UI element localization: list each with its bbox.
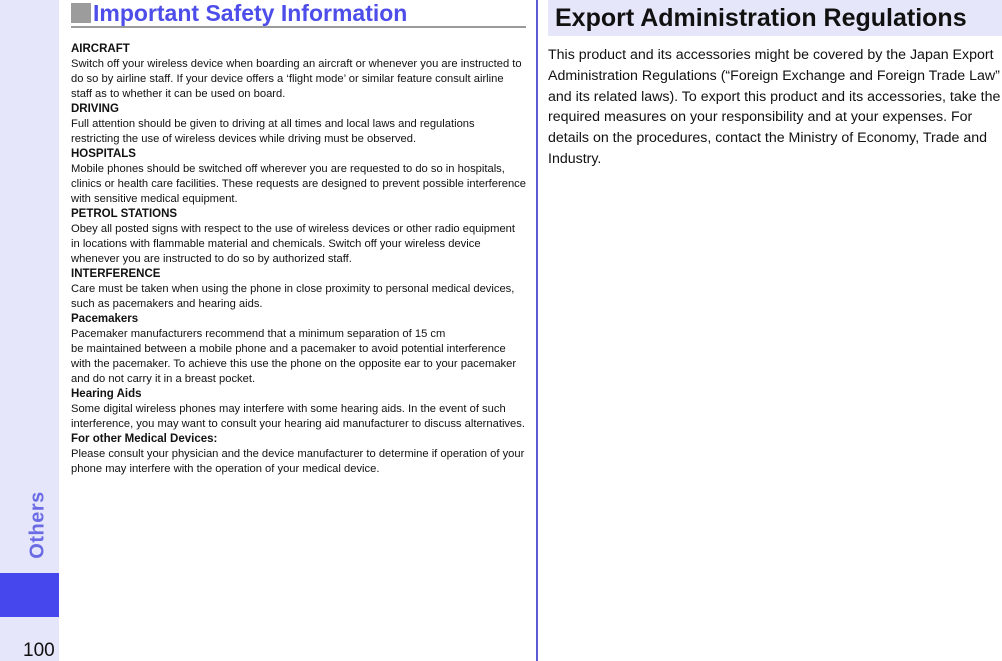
page-number: 100: [23, 640, 55, 661]
export-body: This product and its accessories might be covered by the Japan Export Administration Regulations (“Foreign Exchange and Foreign Trade Law” and its related laws). To export this product and its accessories, take the required measures on your responsibility and at your expenses. For details on the procedures, contact the Ministry of Economy, Trade and Industry.: [548, 47, 1001, 167]
safety-item-petrol-stations: [71, 207, 526, 267]
item-heading: Hearing Aids: [71, 388, 142, 400]
safety-section: [71, 0, 526, 477]
safety-heading: [71, 0, 526, 28]
safety-item-hospitals: [71, 147, 526, 207]
item-heading: AIRCRAFT: [71, 43, 130, 55]
item-text: Pacemaker manufacturers recommend that a minimum separation of 15 cm be maintained between a mobile phone and a pacemaker to avoid potential interference with the pacemaker. To achieve this use the phone on the opposite ear to your pacemaker and do not carry it in a breast pocket.: [71, 328, 517, 385]
item-text: Full attention should be given to driving at all times and local laws and regulations restricting the use of wireless devices while driving must be observed.: [71, 118, 475, 145]
export-section: [548, 0, 1002, 184]
safety-title: Important Safety Information: [93, 0, 408, 26]
safety-item-other-medical-devices: [71, 432, 526, 477]
export-title: Export Administration Regulations: [555, 3, 967, 32]
item-heading: HOSPITALS: [71, 148, 136, 160]
item-text: Mobile phones should be switched off wherever you are requested to do so in hospitals, clinics or health care facilities. These requests are designed to prevent possible interference with sensitive medical equipment.: [71, 163, 526, 205]
square-bullet-icon: [71, 3, 91, 23]
item-text: Switch off your wireless device when boarding an aircraft or whenever you are instructed to do so by airline staff. If your device offers a ‘flight mode’ or similar feature consult airline staff as to whether it can be used on board.: [71, 58, 522, 100]
item-heading: DRIVING: [71, 103, 119, 115]
section-label: Others: [26, 491, 49, 559]
safety-item-hearing-aids: [71, 387, 526, 432]
safety-body: [71, 42, 526, 477]
export-heading: [548, 0, 1002, 36]
safety-item-interference: [71, 267, 526, 312]
sidebar-strip: [0, 0, 59, 661]
item-heading: Pacemakers: [71, 313, 139, 325]
section-tab-marker: [0, 573, 59, 617]
item-text: Care must be taken when using the phone in close proximity to personal medical devices, such as pacemakers and hearing aids.: [71, 283, 515, 310]
safety-item-pacemakers: [71, 312, 526, 387]
safety-item-driving: [71, 102, 526, 147]
item-heading: INTERFERENCE: [71, 268, 161, 280]
item-heading: PETROL STATIONS: [71, 208, 178, 220]
item-text: Obey all posted signs with respect to the use of wireless devices or other radio equipment in locations with flammable material and chemicals. Switch off your wireless device whenever you are instructed to do so by authorized staff.: [71, 223, 516, 265]
safety-item-aircraft: [71, 42, 526, 102]
item-text: Please consult your physician and the device manufacturer to determine if operation of your phone may interfere with the operation of your medical device.: [71, 448, 525, 475]
item-heading: For other Medical Devices:: [71, 433, 218, 445]
item-text: Some digital wireless phones may interfere with some hearing aids. In the event of such interference, you may want to consult your hearing aid manufacturer to discuss alternatives.: [71, 403, 525, 430]
column-divider: [536, 0, 538, 661]
